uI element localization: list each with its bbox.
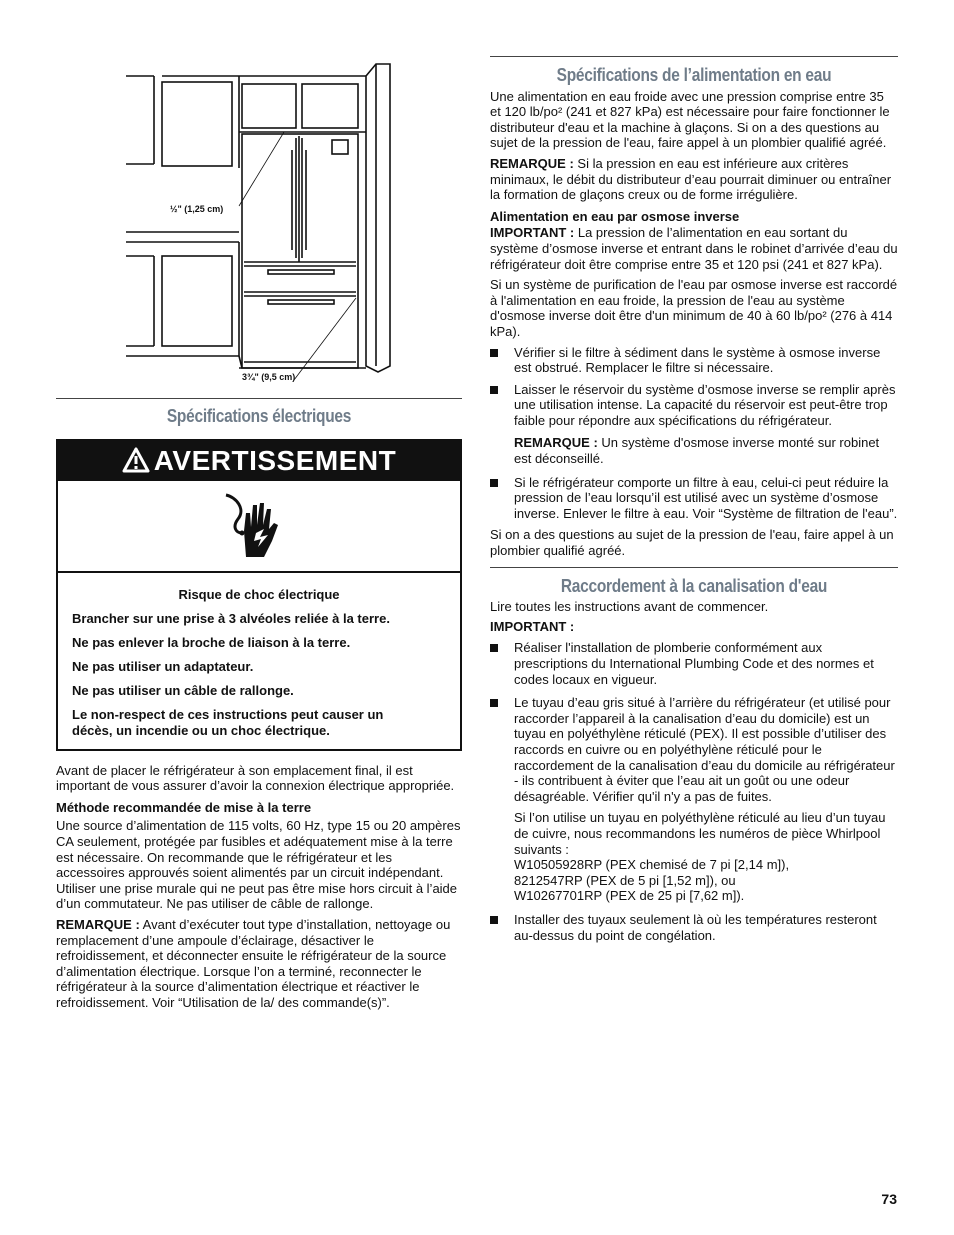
list-item-note: [514, 435, 898, 466]
list-item-extra: Si l’on utilise un tuyau en polyéthylène réticulé au lieu d’un tuyau de cuivre, nous recommandons les numéros de pièce Whirlpool suivants :: [514, 810, 886, 857]
electrical-heading: Spécifications électriques: [166, 406, 352, 426]
warning-line-2: Ne pas enlever la broche de liaison à la terre.: [72, 634, 351, 650]
list-item-note-label: REMARQUE :: [514, 435, 598, 451]
list-item-text: Vérifier si le filtre à sédiment dans le système à osmose inverse est obstrué. Remplacer le filtre si nécessaire.: [514, 344, 881, 376]
water-supply-closing: Si on a des questions au sujet de la pression de l'eau, faire appel à un plombier qualifié agréé.: [490, 527, 894, 559]
page-number: 73: [881, 1191, 897, 1207]
connection-intro: Lire toutes les instructions avant de commencer.: [490, 599, 769, 615]
electrical-note-text: Avant d’exécuter tout type d’installation, nettoyage ou remplacement d’une ampoule d’éclairage, désactiver le refroidissement, et déconnecter ensuite le réfrigérateur de la source d’alimentation électrique. Lorsque l’on a terminé, reconnecter le réfrigérateur à la source d’alimentation électrique et réactiver le refroidissement. Voir “Utilisation de la/ des commande(s)”.: [56, 916, 451, 1010]
reverse-osmosis-title: Alimentation en eau par osmose inverse: [490, 208, 740, 224]
connection-list: [490, 640, 898, 943]
section-divider: [490, 567, 898, 568]
warning-icon-area: [58, 481, 460, 573]
part-number: W10505928RP (PEX chemisé de 7 pi [2,14 m]),: [514, 857, 790, 873]
refrigerator-cabinet-drawing: [56, 60, 462, 390]
warning-header: [58, 441, 460, 481]
electric-shock-hand-icon: [216, 489, 286, 563]
gap-top-label: ½" (1,25 cm): [170, 204, 224, 214]
warning-text: [58, 573, 460, 749]
water-supply-heading: Spécifications de l’alimentation en eau: [556, 65, 832, 85]
reverse-osmosis-important: [490, 225, 898, 272]
reverse-osmosis-text: Si un système de purification de l'eau par osmose inverse est raccordé à l'alimentation en eau froide, la pression de l'eau au système d'osmose inverse doit être d'un minimum de 40 à 60 lb/po² (276 à 414 kPa).: [490, 277, 898, 339]
list-item-note-text: Un système d'osmose inverse monté sur robinet est déconseillé.: [514, 435, 880, 467]
warning-box: [56, 439, 462, 751]
list-item-text: Laisser le réservoir du système d’osmose inverse se remplir après une utilisation intense. La capacité du réservoir est peut-être trop faible pour répondre aux spécifications du réfrigérateur.: [514, 381, 896, 428]
grounding-method-title: Méthode recommandée de mise à la terre: [56, 799, 312, 815]
list-item: [490, 345, 898, 376]
list-item: [490, 640, 898, 687]
gap-bottom-label: 3¾" (9,5 cm): [242, 372, 296, 382]
list-item: [490, 475, 898, 522]
list-item: [490, 382, 898, 467]
list-item: [490, 912, 898, 943]
grounding-method-text: Une source d’alimentation de 115 volts, 60 Hz, type 15 ou 20 ampères CA seulement, protégée par fusibles et adéquatement mise à la terre est nécessaire. On recommande que le réfrigérateur et les accessoires approuvés soient alimentés par un circuit indépendant. Utiliser une prise murale qui ne peut pas être mise hors circuit à l’aide d’un commutateur. Ne pas utiliser de câble de rallonge.: [56, 818, 461, 912]
water-supply-note-label: REMARQUE :: [490, 155, 574, 171]
warning-triangle-icon: [122, 447, 150, 473]
warning-line-3: Ne pas utiliser un adaptateur.: [72, 658, 254, 674]
warning-line-risk: Risque de choc électrique: [178, 586, 340, 602]
list-item-text: Le tuyau d’eau gris situé à l’arrière du réfrigérateur (et utilisé pour raccorder l’appareil à la canalisation d’eau du domicile) est un tuyau en polyéthylène réticulé (PEX). Il est possible d’utiliser des raccords en cuivre ou en polyéthylène réticulé pour le raccordement de la canalisation d’eau du domicile au réfrigérateur - ils contribuent à éviter que l’eau ait un goût ou une odeur désagréable. Vérifier qu'il n'y a pas de fuites.: [514, 695, 895, 804]
list-item: [490, 695, 898, 904]
water-supply-intro: Une alimentation en eau froide avec une pression comprise entre 35 et 120 lb/po² (241 et 827 kPa) est nécessaire pour faire fonctionner le distributeur d'eau et la machine à glaçons. Si on a des questions au sujet de la pression de l'eau, faire appel à un plombier qualifié agréé.: [490, 88, 890, 151]
refrigerator-installation-diagram: [56, 60, 462, 390]
warning-title: AVERTISSEMENT: [153, 444, 397, 476]
electrical-note: [56, 917, 462, 1011]
warning-line-5: Le non-respect de ces instructions peut causer un décès, un incendie ou un choc électrique.: [72, 706, 384, 738]
reverse-osmosis-list: [490, 345, 898, 522]
water-connection-heading: Raccordement à la canalisation d'eau: [560, 575, 828, 596]
reverse-osmosis-important-text: La pression de l’alimentation en eau sortant du système d’osmose inverse et entrant dans le robinet d’arrivée d’eau du réfrigérateur doit être comprise entre 35 et 120 psi (241 et 827 kPa).: [490, 225, 898, 272]
section-divider: [490, 56, 898, 57]
warning-line-1: Brancher sur une prise à 3 alvéoles reliée à la terre.: [72, 610, 390, 626]
list-item-text: Installer des tuyaux seulement là où les températures resteront au-dessus du point de congélation.: [514, 911, 877, 943]
list-item-text: Si le réfrigérateur comporte un filtre à eau, celui-ci peut réduire la pression de l’eau lorsqu’il est utilisé avec un système d’osmose inverse. Enlever le filtre à eau. Voir “Système de filtration de l'eau”.: [514, 474, 898, 521]
electrical-intro: Avant de placer le réfrigérateur à son emplacement final, il est important de vous assurer d’avoir la connexion électrique appropriée.: [56, 762, 455, 794]
left-column: [56, 60, 462, 1011]
section-divider: [56, 398, 462, 399]
part-number: 8212547RP (PEX de 5 pi [1,52 m]), ou: [514, 872, 736, 888]
reverse-osmosis-important-label: IMPORTANT :: [490, 225, 575, 241]
water-supply-note: [490, 156, 898, 203]
list-item-text: Réaliser l'installation de plomberie conformément aux prescriptions du International Plumbing Code et des normes et codes locaux en vigueur.: [514, 640, 874, 687]
right-column: [490, 56, 898, 943]
connection-important-label: IMPORTANT :: [490, 618, 575, 634]
part-number: W10267701RP (PEX de 25 pi [7,62 m]).: [514, 888, 745, 904]
warning-line-4: Ne pas utiliser un câble de rallonge.: [72, 682, 294, 698]
electrical-note-label: REMARQUE :: [56, 916, 140, 932]
water-supply-note-text: Si la pression en eau est inférieure aux critères minimaux, le débit du distributeur d’eau pourrait diminuer ou entraîner la formation de glaçons creux ou de forme irrégulière.: [490, 155, 892, 203]
